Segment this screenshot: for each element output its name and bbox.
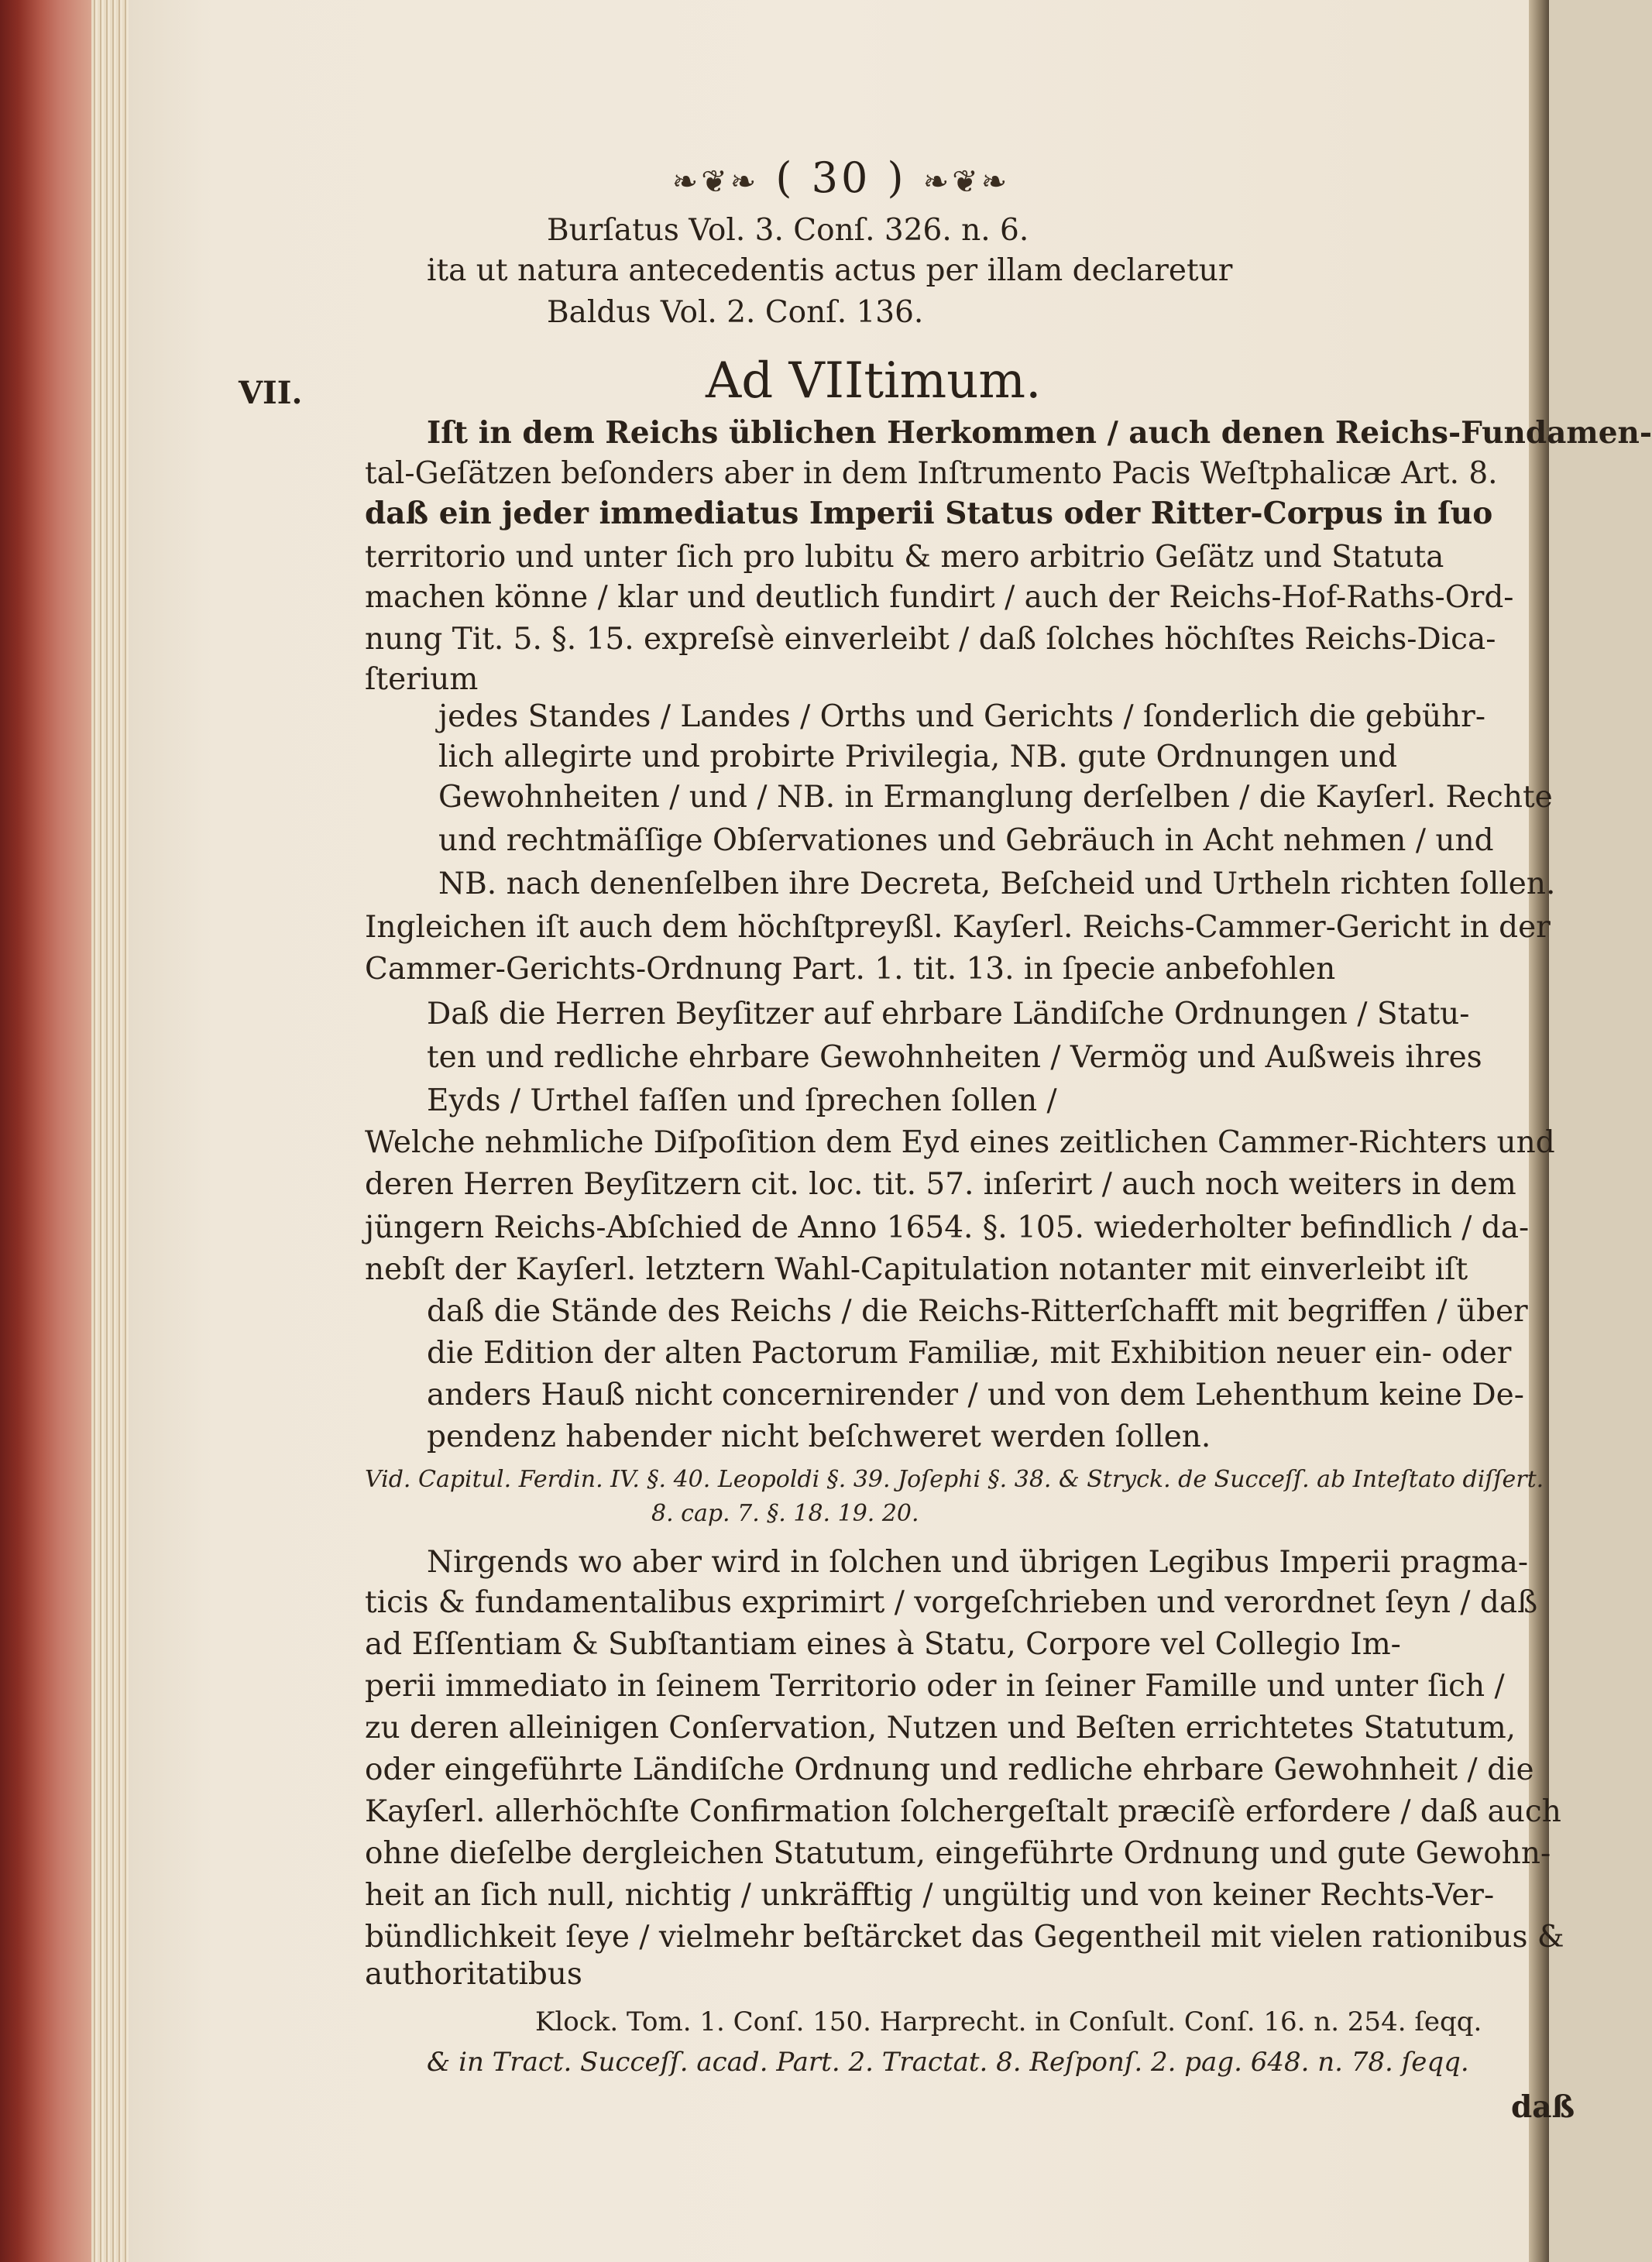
text-line: die Edition der alten Pactorum Familiæ, mit Exhibition neuer ein- oder [427, 1336, 1512, 1371]
text-line: authoritatibus [365, 1957, 582, 1992]
text-line: daß die Stände des Reichs / die Reichs-Ritterſchafft mit begriffen / über [427, 1294, 1528, 1329]
section-heading: Ad VIItimum. [706, 352, 1042, 410]
text-line: daß ein jeder immediatus Imperii Status oder Ritter-Corpus in ſuo [365, 496, 1493, 531]
text-line: deren Herren Beyſitzern cit. loc. tit. 57. inſerirt / auch noch weiters in dem [365, 1167, 1516, 1202]
text-line: heit an ſich null, nichtig / unkräfftig / ungültig und von keiner Rechts-Ver- [365, 1878, 1495, 1913]
text-line: Daß die Herren Beyſitzer auf ehrbare Ländiſche Ordnungen / Statu- [427, 997, 1470, 1031]
text-line: ſterium [365, 662, 479, 697]
text-line: Cammer-Gerichts-Ordnung Part. 1. tit. 13. in ſpecie anbefohlen [365, 952, 1336, 987]
page-number: ( 30 ) [775, 153, 907, 202]
text-line: Eyds / Urthel faſſen und ſprechen ſollen / [427, 1083, 1057, 1118]
text-line: nung Tit. 5. §. 15. expreſsè einverleibt / daß ſolches höchſtes Reichs-Dica- [365, 622, 1496, 657]
text-line: Nirgends wo aber wird in ſolchen und übrigen Legibus Imperii pragma- [427, 1545, 1529, 1580]
text-line: ohne dieſelbe dergleichen Statutum, eingeführte Ordnung und gute Gewohn- [365, 1836, 1551, 1871]
text-line: Ingleichen iſt auch dem höchſtpreyßl. Kayſerl. Reichs-Cammer-Gericht in der [365, 910, 1551, 945]
book-spine-edge [0, 0, 91, 2262]
citation-line: Klock. Tom. 1. Conſ. 150. Harprecht. in Conſult. Conſ. 16. n. 254. ſeqq. [535, 2006, 1482, 2037]
text-line: ad Eſſentiam & Subſtantiam eines à Statu, Corpore vel Collegio Im- [365, 1627, 1401, 1662]
text-line: zu deren alleinigen Conſervation, Nutzen und Beſten errichtetes Statutum, [365, 1711, 1516, 1745]
page-edges [91, 0, 129, 2262]
text-line: bündlichkeit ſeye / vielmehr beſtärcket das Gegentheil mit vielen rationibus & [365, 1920, 1564, 1955]
text-line: NB. nach denenſelben ihre Decreta, Beſcheid und Urtheln richten ſollen. [438, 867, 1556, 901]
ornament-right-icon: ❧❦❧ [922, 164, 1011, 200]
text-block [311, 0, 1652, 2262]
text-line: und rechtmäſſige Obſervationes und Gebräuch in Acht nehmen / und [438, 823, 1494, 858]
text-line: perii immediato in ſeinem Territorio oder in ſeiner Famille und unter ſich / [365, 1669, 1505, 1704]
text-line: machen könne / klar und deutlich fundirt / auch der Reichs-Hof-Raths-Ord- [365, 580, 1514, 615]
text-line: lich allegirte und probirte Privilegia, NB. gute Ordnungen und [438, 740, 1398, 774]
ornament-left-icon: ❧❦❧ [671, 164, 760, 200]
margin-numeral: VII. [239, 375, 303, 411]
text-line: tal-Geſätzen beſonders aber in dem Inſtrumento Pacis Weſtphalicæ Art. 8. [365, 456, 1498, 491]
text-line: Welche nehmliche Diſpoſition dem Eyd eines zeitlichen Cammer-Richters und [365, 1125, 1555, 1160]
citation-line: & in Tract. Succeſſ. acad. Part. 2. Tractat. 8. Reſponſ. 2. pag. 648. n. 78. ſeqq. [427, 2047, 1469, 2078]
text-line: Kayſerl. allerhöchſte Confirmation ſolchergeſtalt præciſè erfordere / daß auch [365, 1794, 1561, 1829]
text-line: nebſt der Kayſerl. letztern Wahl-Capitulation notanter mit einverleibt iſt [365, 1252, 1468, 1287]
text-line: territorio und unter ſich pro lubitu & mero arbitrio Geſätz und Statuta [365, 540, 1444, 575]
text-line: Gewohnheiten / und / NB. in Ermanglung derſelben / die Kayſerl. Rechte [438, 780, 1553, 815]
text-line: ticis & fundamentalibus exprimirt / vorgeſchrieben und verordnet ſeyn / daß [365, 1585, 1538, 1620]
text-line: Iſt in dem Reichs üblichen Herkommen / auch denen Reichs-Fundamen- [427, 415, 1652, 451]
text-line: pendenz habender nicht beſchweret werden ſollen. [427, 1419, 1211, 1454]
text-line: Burſatus Vol. 3. Conſ. 326. n. 6. [547, 213, 1029, 248]
text-line: jedes Standes / Landes / Orths und Gerichts / ſonderlich die gebühr- [438, 699, 1485, 734]
text-line: oder eingeführte Ländiſche Ordnung und redliche ehrbare Gewohnheit / die [365, 1752, 1534, 1787]
text-line: ten und redliche ehrbare Gewohnheiten / Vermög und Außweis ihres [427, 1040, 1482, 1075]
text-line: Baldus Vol. 2. Conſ. 136. [547, 295, 924, 330]
text-line: anders Hauß nicht concernirender / und von dem Lehenthum keine De- [427, 1378, 1524, 1412]
footnote-line: Vid. Capitul. Ferdin. IV. §. 40. Leopoldi §. 39. Joſephi §. 38. & Stryck. de Succeſſ. ab Inteſtato diſſert. [365, 1466, 1544, 1493]
text-line: ita ut natura antecedentis actus per illam declaretur [427, 253, 1233, 288]
book-page [129, 0, 1652, 2262]
text-line: jüngern Reichs-Abſchied de Anno 1654. §. 105. wiederholter befindlich / da- [365, 1210, 1530, 1245]
catchword: daß [1511, 2089, 1575, 2125]
footnote-line: 8. cap. 7. §. 18. 19. 20. [651, 1500, 919, 1527]
